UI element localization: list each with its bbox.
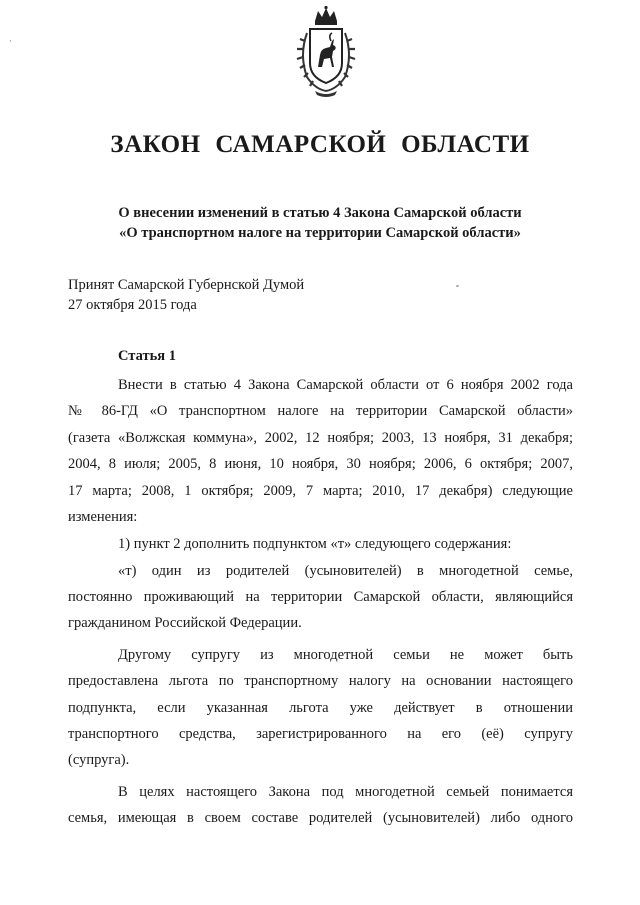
adoption-info-line: Принят Самарской Губернской Думой [68,277,305,293]
body-text-line: семья, имеющая в своем составе родителей (усыновителей) либо одного [68,810,573,826]
body-text-line: Внести в статью 4 Закона Самарской области от 6 ноября 2002 года [118,377,573,393]
body-text-line: транспортного средства, зарегистрированного на его (её) супругу [68,726,573,742]
body-text-line: (супруга). [68,752,130,768]
scan-speck: · [9,36,12,46]
body-text-line: В целях настоящего Закона под многодетной семьей понимается [118,784,573,800]
body-text-line: изменения: [68,509,138,525]
body-text-line: Другому супругу из многодетной семьи не может быть [118,647,573,663]
body-text-line: 17 марта; 2008, 1 октября; 2009, 7 марта; 2010, 17 декабря) следующие [68,483,573,499]
body-text-line: 1) пункт 2 дополнить подпунктом «т» следующего содержания: [118,536,512,552]
body-text-line: 2004, 8 июля; 2005, 8 июня, 10 ноября, 30 ноября; 2006, 6 октября; 2007, [68,456,573,472]
samara-coat-of-arms-icon [293,5,359,99]
body-text-line: постоянно проживающий на территории Самарской области, являющийся [68,589,573,605]
body-text-line: «т) один из родителей (усыновителей) в многодетной семье, [118,563,573,579]
scan-speck [456,285,459,287]
document-title: ЗАКОН САМАРСКОЙ ОБЛАСТИ [110,131,530,158]
body-text-line: № 86-ГД «О транспортном налоге на территории Самарской области» [68,403,573,419]
adoption-date-line: 27 октября 2015 года [68,297,197,313]
article-heading: Статья 1 [118,348,176,364]
body-text-line: предоставлена льгота по транспортному налогу на основании настоящего [68,673,573,689]
body-text-line: (газета «Волжская коммуна», 2002, 12 ноября; 2003, 13 ноября, 31 декабря; [68,430,573,446]
document-subtitle-line: О внесении изменений в статью 4 Закона Самарской области [118,205,522,221]
document-subtitle-line: «О транспортном налоге на территории Самарской области» [119,225,521,241]
body-text-line: гражданином Российской Федерации. [68,615,302,631]
body-text-line: подпункта, если указанная льгота уже действует в отношении [68,700,573,716]
